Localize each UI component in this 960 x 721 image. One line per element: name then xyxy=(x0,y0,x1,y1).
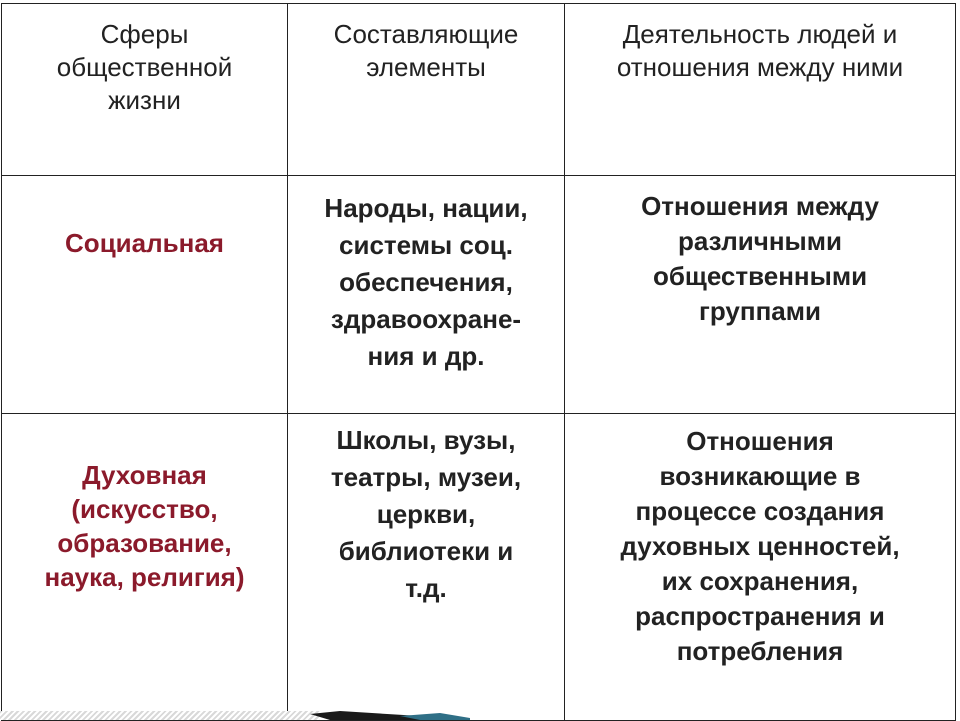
spheres-table xyxy=(1,3,956,721)
table-header-row xyxy=(2,4,956,176)
elements-cell xyxy=(288,176,565,414)
relations-cell xyxy=(565,176,956,414)
relations-cell xyxy=(565,414,956,721)
header-cell-spheres xyxy=(2,4,288,176)
sphere-name: Духовная (искусство, образование, наука, религия) xyxy=(44,460,245,592)
decorative-bottom-strip xyxy=(0,710,960,720)
header-cell-relations xyxy=(565,4,956,176)
elements-cell xyxy=(288,414,565,721)
header-cell-elements xyxy=(288,4,565,176)
sphere-name: Социальная xyxy=(65,228,224,258)
relations-text: Отношения возникающие в процессе создания духовных ценностей, их сохранения, распространения и потребления xyxy=(620,426,900,666)
sphere-cell xyxy=(2,414,288,721)
relations-text: Отношения между различными общественными группами xyxy=(641,191,879,326)
table-row xyxy=(2,414,956,721)
sphere-cell xyxy=(2,176,288,414)
header-spheres-label: Сферы общественной жизни xyxy=(56,19,233,115)
table-row xyxy=(2,176,956,414)
elements-text: Народы, нации, системы соц. обеспечения, здравоохране- ния и др. xyxy=(324,193,528,371)
swoosh-graphic xyxy=(0,710,960,720)
header-relations-label: Деятельность людей и отношения между ними xyxy=(616,19,904,82)
header-elements-label: Составляющие элементы xyxy=(333,19,519,82)
elements-text: Школы, вузы, театры, музеи, церкви, библиотеки и т.д. xyxy=(330,425,522,603)
